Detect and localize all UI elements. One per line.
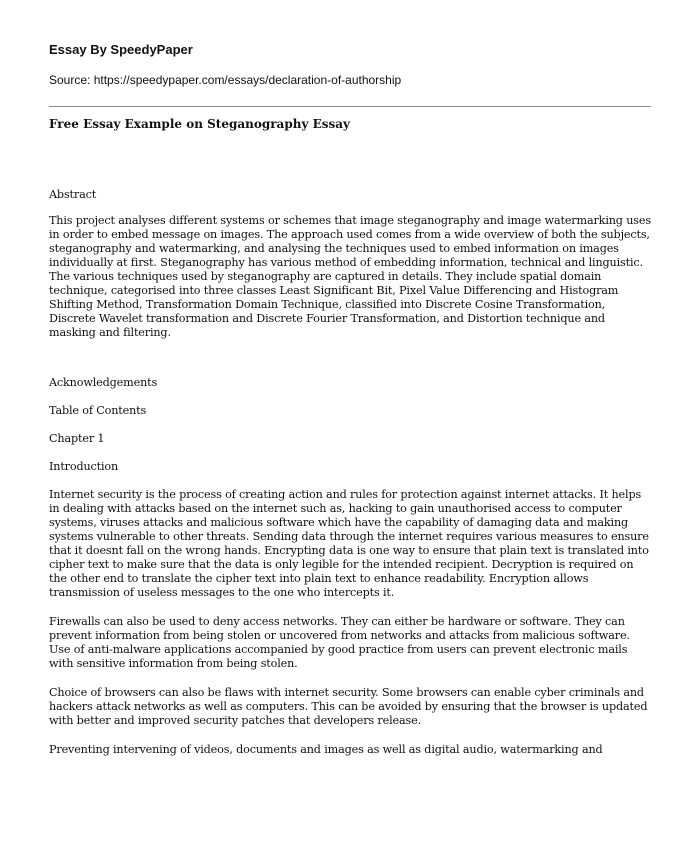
body-paragraph: Preventing intervening of videos, documents and images as well as digital audio, watermarking and bbox=[49, 743, 603, 756]
header-divider bbox=[49, 106, 651, 107]
essay-body bbox=[49, 188, 651, 757]
body-paragraph: Firewalls can also be used to deny access networks. They can either be hardware or software. They can prevent information from being stolen or uncovered from networks and attacks from malicious software. Use of anti-malware applications accompanied by good practice from users can prevent electronic mails with sensitive information from being stolen. bbox=[49, 615, 630, 670]
source-line: Source: https://speedypaper.com/essays/declaration-of-authorship bbox=[49, 73, 402, 87]
acknowledgements-heading: Acknowledgements bbox=[49, 376, 158, 389]
introduction-heading: Introduction bbox=[49, 460, 119, 473]
chapter-heading: Chapter 1 bbox=[49, 432, 105, 445]
brand-title: Essay By SpeedyPaper bbox=[49, 42, 193, 57]
body-paragraph: Choice of browsers can also be flaws with internet security. Some browsers can enable cyber criminals and hackers attack networks as well as computers. This can be avoided by ensuring that the browser is updated with better and improved security patches that developers release. bbox=[49, 686, 648, 727]
toc-heading: Table of Contents bbox=[49, 404, 147, 417]
document-page bbox=[49, 42, 651, 757]
body-paragraph: Internet security is the process of creating action and rules for protection against internet attacks. It helps in dealing with attacks based on the internet such as, hacking to gain unauthorised access to computer systems, viruses attacks and malicious software which have the capability of damaging data and making systems vulnerable to other threats. Sending data through the internet requires various measures to ensure that it doesnt fall on the wrong hands. Encrypting data is one way to ensure that plain text is translated into cipher text to make sure that the data is only legible for the intended recipient. Decryption is required on the other end to translate the cipher text into plain text to enhance readability. Encryption allows transmission of useless messages to the one who intercepts it. bbox=[49, 488, 649, 599]
abstract-paragraph: This project analyses different systems or schemes that image steganography and image watermarking uses in order to embed message on images. The approach used comes from a wide overview of both the subjects, steganography and watermarking, and analysing the techniques used to embed information on images individually at first. Steganography has various method of embedding information, technical and linguistic. The various techniques used by steganography are captured in details. They include spatial domain technique, categorised into three classes Least Significant Bit, Pixel Value Differencing and Histogram Shifting Method, Transformation Domain Technique, classified into Discrete Cosine Transformation, Discrete Wavelet transformation and Discrete Fourier Transformation, and Distortion technique and masking and filtering. bbox=[49, 214, 651, 339]
abstract-heading: Abstract bbox=[49, 188, 97, 201]
essay-title: Free Essay Example on Steganography Essay bbox=[49, 117, 351, 131]
